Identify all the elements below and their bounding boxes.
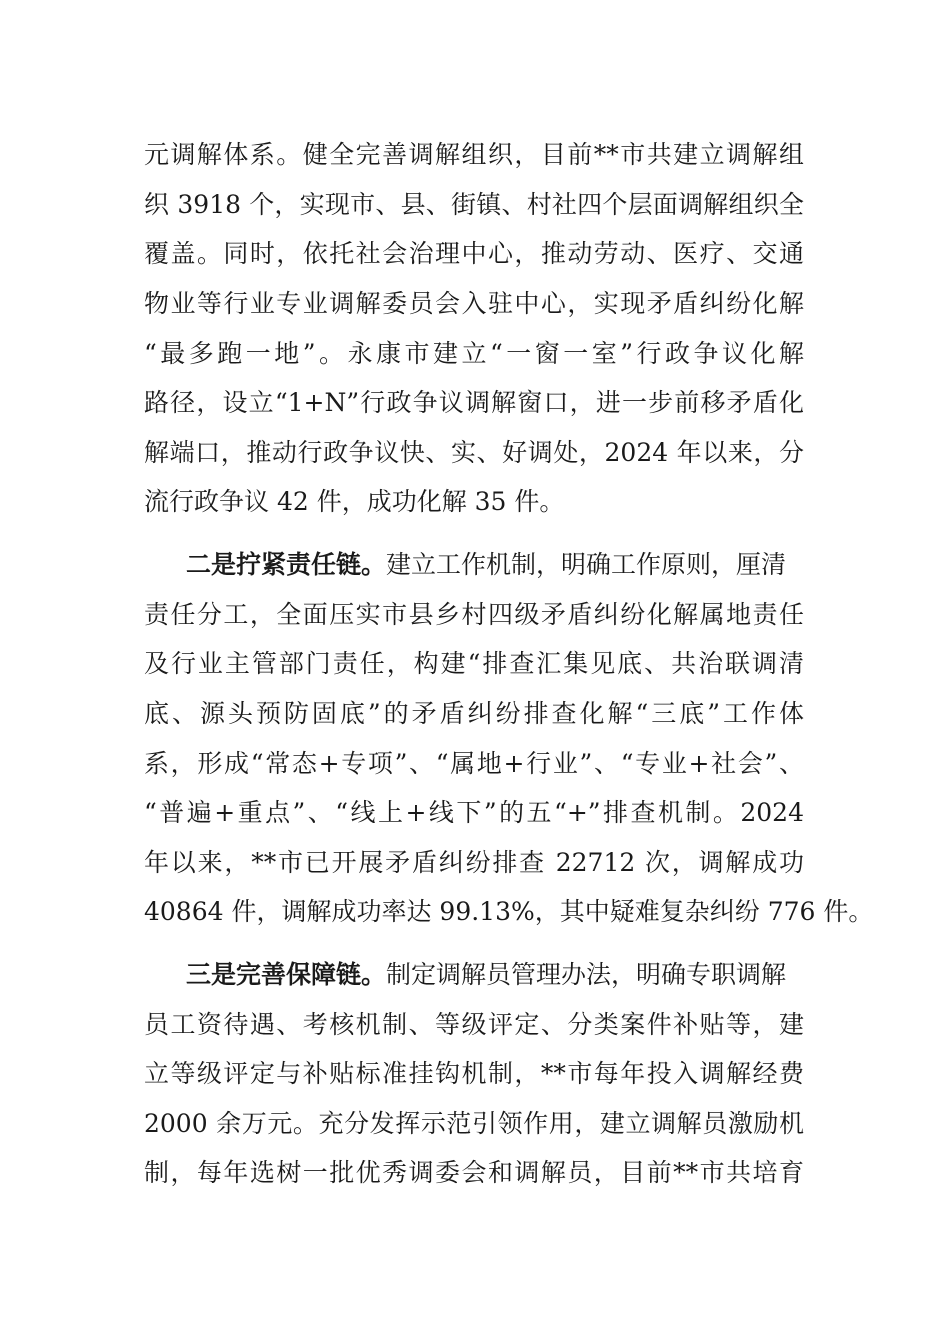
text-line: 物业等行业专业调解委员会入驻中心，实现矛盾纠纷化解 xyxy=(144,289,804,318)
text-span: 建立工作机制，明确工作原则，厘清 xyxy=(386,550,787,579)
paragraph-heading: 二是拧紧责任链。 xyxy=(186,550,387,579)
text-line: 元调解体系。健全完善调解组织，目前**市共建立调解组 xyxy=(144,140,804,169)
text-line: 制，每年选树一批优秀调委会和调解员，目前**市共培育 xyxy=(144,1158,804,1187)
text-line: 系，形成“常态+专项”、“属地+行业”、“专业+社会”、 xyxy=(144,749,804,778)
text-line: 覆盖。同时，依托社会治理中心，推动劳动、医疗、交通 xyxy=(144,239,804,268)
text-line: “普遍+重点”、“线上+线下”的五“+”排查机制。2024 xyxy=(144,798,804,827)
text-line: 流行政争议 42 件，成功化解 35 件。 xyxy=(144,487,565,516)
text-line: 织 3918 个，实现市、县、街镇、村社四个层面调解组织全 xyxy=(144,190,804,219)
text-line: 路径，设立“1+N”行政争议调解窗口，进一步前移矛盾化 xyxy=(144,388,804,417)
text-line: 40864 件，调解成功率达 99.13%，其中疑难复杂纠纷 776 件。 xyxy=(144,897,874,926)
text-line: 2000 余万元。充分发挥示范引领作用，建立调解员激励机 xyxy=(144,1109,804,1138)
paragraph-heading: 三是完善保障链。 xyxy=(186,960,387,989)
text-line: 底、源头预防固底”的矛盾纠纷排查化解“三底”工作体 xyxy=(144,699,804,728)
text-line: 解端口，推动行政争议快、实、好调处，2024 年以来，分 xyxy=(144,438,804,467)
text-span: 制定调解员管理办法，明确专职调解 xyxy=(386,960,787,989)
text-line: 员工资待遇、考核机制、等级评定、分类案件补贴等，建 xyxy=(144,1010,804,1039)
text-line: 责任分工，全面压实市县乡村四级矛盾纠纷化解属地责任 xyxy=(144,600,804,629)
paragraph-first-line xyxy=(186,955,804,995)
text-line: “最多跑一地”。永康市建立“一窗一室”行政争议化解 xyxy=(144,339,804,368)
text-line: 年以来，**市已开展矛盾纠纷排查 22712 次，调解成功 xyxy=(144,848,804,877)
text-line: 立等级评定与补贴标准挂钩机制，**市每年投入调解经费 xyxy=(144,1059,804,1088)
text-line: 及行业主管部门责任，构建“排查汇集见底、共治联调清 xyxy=(144,649,804,678)
paragraph-first-line xyxy=(186,545,804,585)
